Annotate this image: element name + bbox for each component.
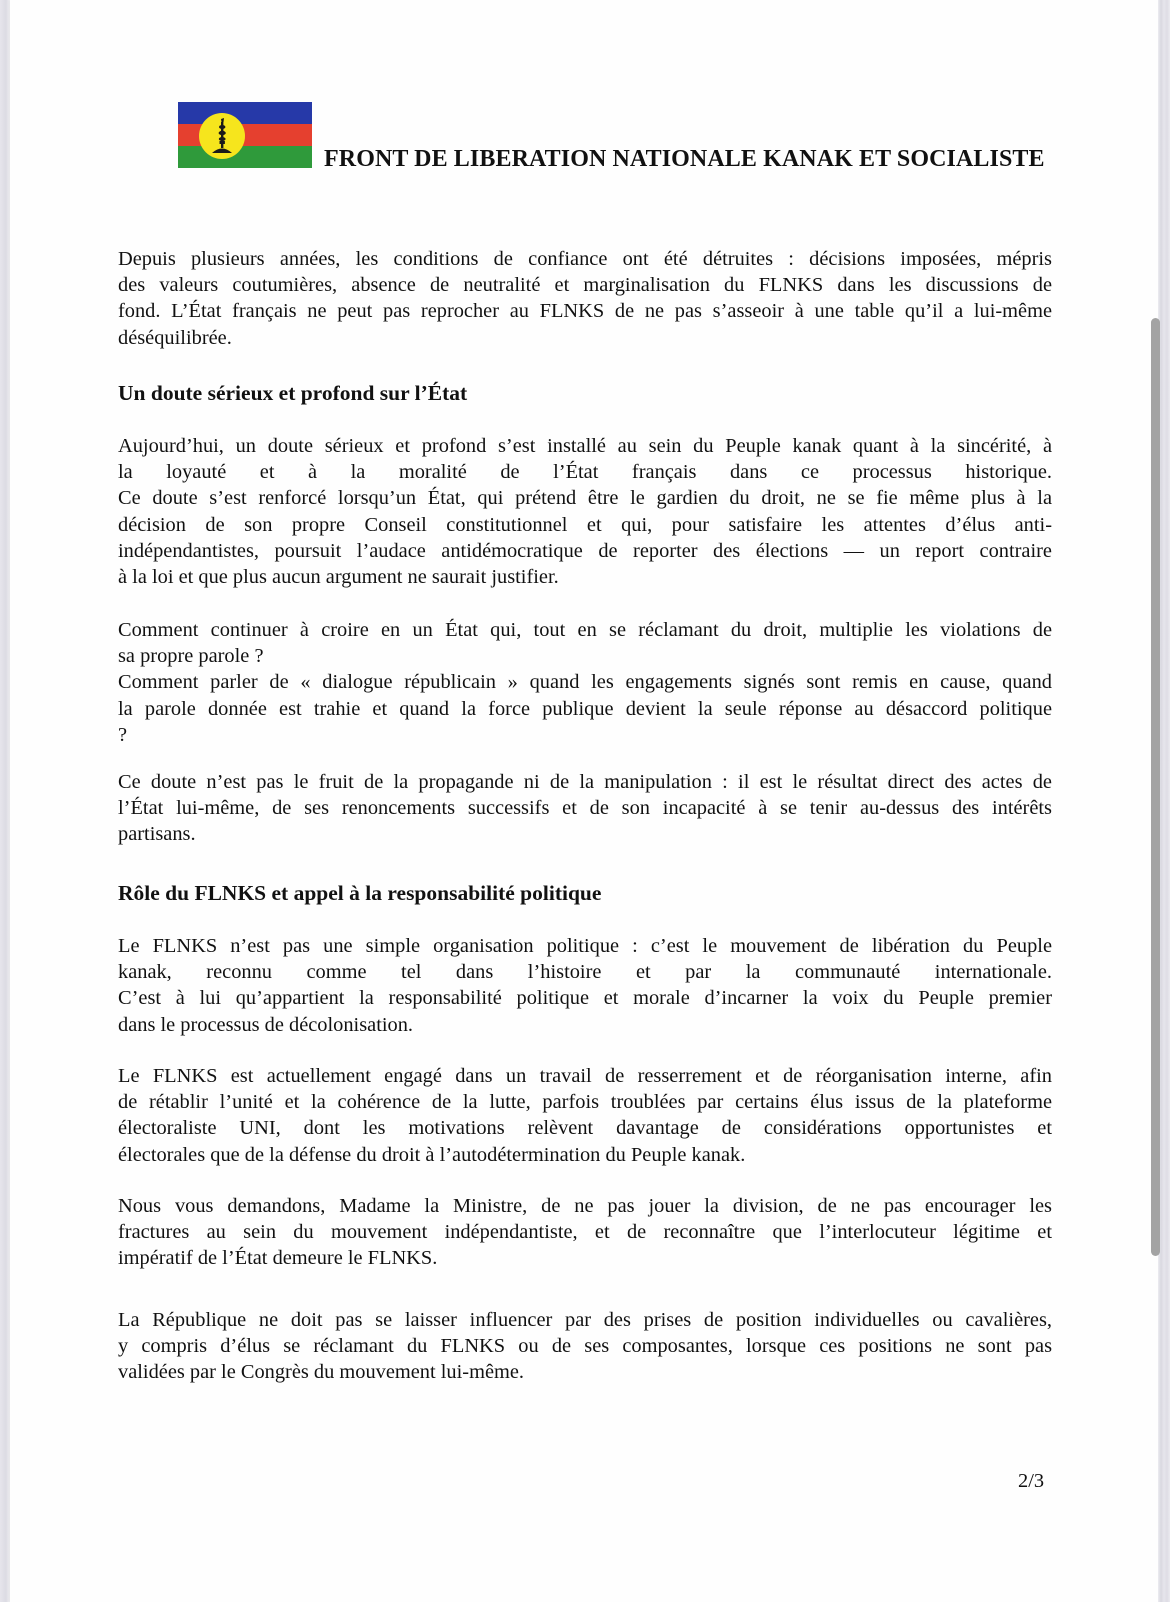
text-line: sa propre parole ?	[118, 645, 264, 668]
text-line: Le FLNKS n’est pas une simple organisation politique : c’est le mouvement de libération du Peuple	[118, 935, 1052, 957]
text-line: à la loi et que plus aucun argument ne saurait justifier.	[118, 565, 559, 588]
paragraph	[118, 1063, 1052, 1168]
fleche-faitiere-emblem-icon	[199, 113, 245, 159]
text-line: déséquilibrée.	[118, 326, 232, 349]
text-line: Comment parler de « dialogue républicain » quand les engagements signés sont remis en cause, quand	[118, 671, 1052, 694]
text-line: indépendantistes, poursuit l’audace antidémocratique de reporter des élections — un report contraire	[118, 539, 1052, 562]
text-line: Depuis plusieurs années, les conditions de confiance ont été détruites : décisions imposées, mépris	[118, 248, 1052, 270]
text-line: Aujourd’hui, un doute sérieux et profond s’est installé au sein du Peuple kanak quant à la sincérité, à	[118, 435, 1052, 457]
text-line: kanak, reconnu comme tel dans l’histoire et par la communauté internationale.	[118, 961, 1052, 984]
text-line: ?	[118, 723, 128, 746]
text-line: la loyauté et à la moralité de l’État français dans ce processus historique.	[118, 461, 1052, 484]
section-heading: Rôle du FLNKS et appel à la responsabilité politique	[118, 881, 602, 905]
text-line: l’État lui-même, de ses renoncements successifs et de son incapacité à se tenir au-dessus des intérêts	[118, 797, 1052, 820]
text-line: électorales que de la défense du droit à l’autodétermination du Peuple kanak.	[118, 1143, 746, 1166]
section-heading: Un doute sérieux et profond sur l’État	[118, 381, 468, 405]
text-line: la parole donnée est trahie et quand la force publique devient la seule réponse au désaccord politique	[118, 697, 1052, 720]
text-line: décision de son propre Conseil constitutionnel et qui, pour satisfaire les attentes d’élus anti-	[118, 513, 1052, 536]
text-line: validées par le Congrès du mouvement lui-même.	[118, 1361, 525, 1384]
text-line: Ce doute n’est pas le fruit de la propagande ni de la manipulation : il est le résultat direct des actes de	[118, 771, 1052, 793]
text-line: des valeurs coutumières, absence de neutralité et marginalisation du FLNKS dans les discussions de	[118, 274, 1052, 297]
text-line: électoraliste UNI, dont les motivations relèvent davantage de considérations opportunistes et	[118, 1117, 1052, 1140]
text-line: C’est à lui qu’appartient la responsabilité politique et morale d’incarner la voix du Peuple premier	[118, 987, 1052, 1010]
text-line: Nous vous demandons, Madame la Ministre, de ne pas jouer la division, de ne pas encourager les	[118, 1195, 1052, 1217]
text-line: fond. L’État français ne peut pas reprocher au FLNKS de ne pas s’asseoir à une table qu’il a lui-même	[118, 300, 1052, 323]
text-line: Ce doute s’est renforcé lorsqu’un État, qui prétend être le gardien du droit, ne se fie même plus à la	[118, 487, 1052, 510]
paragraph	[118, 617, 1052, 748]
viewer-left-edge	[0, 0, 10, 1602]
organization-title: FRONT DE LIBERATION NATIONALE KANAK ET SOCIALISTE	[324, 146, 1045, 172]
paragraph	[118, 769, 1052, 848]
paragraph	[118, 1193, 1052, 1272]
text-line: impératif de l’État demeure le FLNKS.	[118, 1247, 438, 1270]
paragraph	[118, 1307, 1052, 1386]
text-line: de rétablir l’unité et la cohérence de la lutte, parfois troublées par certains élus issus de la plateforme	[118, 1091, 1052, 1114]
text-line: partisans.	[118, 823, 196, 846]
text-line: Comment continuer à croire en un État qui, tout en se réclamant du droit, multiplie les violations de	[118, 619, 1052, 641]
text-line: La République ne doit pas se laisser influencer par des prises de position individuelles ou cavalières,	[118, 1309, 1052, 1331]
vertical-scrollbar-thumb[interactable]	[1151, 318, 1160, 1256]
text-line: Le FLNKS est actuellement engagé dans un travail de resserrement et de réorganisation interne, afin	[118, 1065, 1052, 1087]
paragraph	[118, 433, 1052, 590]
text-line: fractures au sein du mouvement indépendantiste, et de reconnaître que l’interlocuteur légitime et	[118, 1221, 1052, 1244]
text-line: dans le processus de décolonisation.	[118, 1013, 414, 1036]
page-number: 2/3	[1018, 1470, 1045, 1492]
text-line: y compris d’élus se réclamant du FLNKS ou de ses composantes, lorsque ces positions ne sont pas	[118, 1335, 1052, 1358]
paragraph	[118, 246, 1052, 351]
kanak-flag-icon	[178, 102, 312, 168]
paragraph	[118, 933, 1052, 1038]
